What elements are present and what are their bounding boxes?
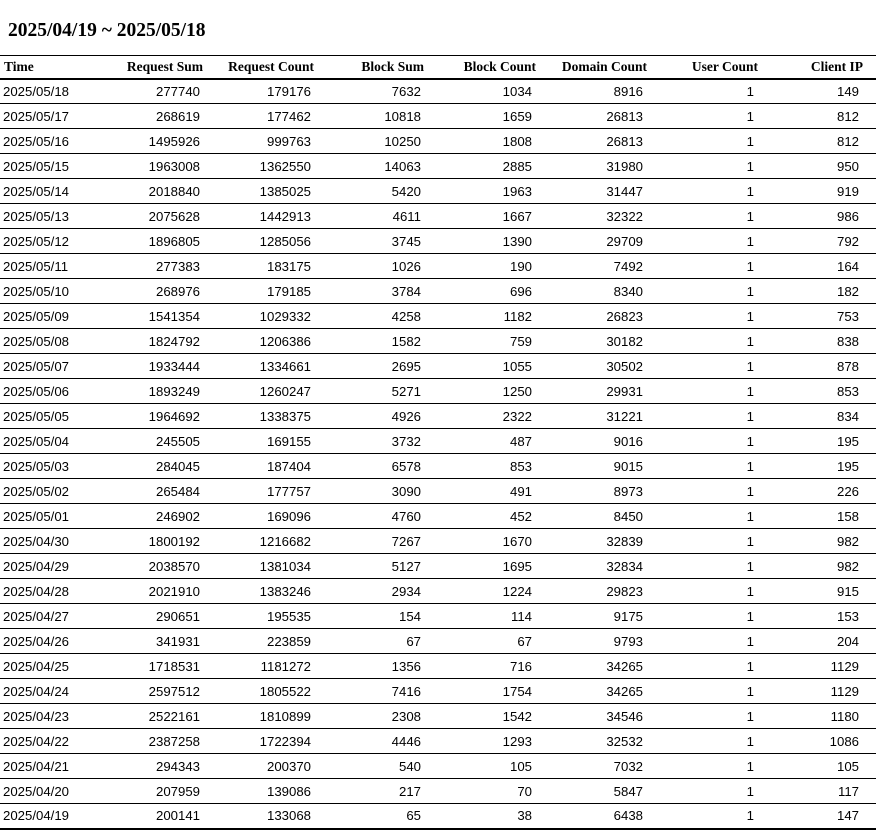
cell-client-ip: 919 xyxy=(758,179,876,204)
cell-domain-count: 9015 xyxy=(536,454,647,479)
table-row xyxy=(0,629,876,654)
cell-client-ip: 105 xyxy=(758,754,876,779)
cell-request-sum: 2522161 xyxy=(107,704,203,729)
cell-user-count: 1 xyxy=(647,429,758,454)
cell-time: 2025/04/27 xyxy=(0,604,107,629)
cell-block-sum: 4611 xyxy=(314,204,424,229)
cell-client-ip: 1129 xyxy=(758,654,876,679)
cell-time: 2025/05/11 xyxy=(0,254,107,279)
table-row xyxy=(0,529,876,554)
table-row xyxy=(0,404,876,429)
cell-domain-count: 34546 xyxy=(536,704,647,729)
cell-request-count: 1383246 xyxy=(203,579,314,604)
cell-request-count: 999763 xyxy=(203,129,314,154)
table-row xyxy=(0,154,876,179)
cell-request-count: 1206386 xyxy=(203,329,314,354)
cell-request-count: 1362550 xyxy=(203,154,314,179)
cell-user-count: 1 xyxy=(647,379,758,404)
table-row xyxy=(0,729,876,754)
cell-client-ip: 195 xyxy=(758,454,876,479)
cell-request-count: 1334661 xyxy=(203,354,314,379)
cell-user-count: 1 xyxy=(647,129,758,154)
cell-request-count: 187404 xyxy=(203,454,314,479)
cell-client-ip: 982 xyxy=(758,554,876,579)
cell-user-count: 1 xyxy=(647,479,758,504)
cell-client-ip: 164 xyxy=(758,254,876,279)
cell-time: 2025/05/01 xyxy=(0,504,107,529)
cell-time: 2025/04/30 xyxy=(0,529,107,554)
cell-block-sum: 6578 xyxy=(314,454,424,479)
cell-time: 2025/05/09 xyxy=(0,304,107,329)
column-header-time: Time xyxy=(0,56,107,79)
cell-block-count: 853 xyxy=(424,454,536,479)
cell-block-sum: 10250 xyxy=(314,129,424,154)
cell-block-count: 70 xyxy=(424,779,536,804)
cell-request-count: 1285056 xyxy=(203,229,314,254)
cell-block-count: 67 xyxy=(424,629,536,654)
cell-client-ip: 1180 xyxy=(758,704,876,729)
cell-block-count: 452 xyxy=(424,504,536,529)
table-row xyxy=(0,679,876,704)
cell-block-sum: 154 xyxy=(314,604,424,629)
cell-time: 2025/05/06 xyxy=(0,379,107,404)
cell-time: 2025/05/18 xyxy=(0,79,107,104)
cell-request-sum: 1896805 xyxy=(107,229,203,254)
cell-request-count: 179185 xyxy=(203,279,314,304)
cell-block-count: 38 xyxy=(424,804,536,829)
cell-domain-count: 34265 xyxy=(536,679,647,704)
cell-user-count: 1 xyxy=(647,279,758,304)
table-row xyxy=(0,429,876,454)
table-row xyxy=(0,204,876,229)
cell-request-count: 1381034 xyxy=(203,554,314,579)
cell-user-count: 1 xyxy=(647,779,758,804)
cell-time: 2025/05/02 xyxy=(0,479,107,504)
cell-domain-count: 6438 xyxy=(536,804,647,829)
cell-block-count: 1542 xyxy=(424,704,536,729)
cell-request-sum: 2387258 xyxy=(107,729,203,754)
cell-time: 2025/04/28 xyxy=(0,579,107,604)
cell-domain-count: 26823 xyxy=(536,304,647,329)
cell-time: 2025/04/22 xyxy=(0,729,107,754)
cell-time: 2025/04/20 xyxy=(0,779,107,804)
cell-user-count: 1 xyxy=(647,629,758,654)
cell-user-count: 1 xyxy=(647,154,758,179)
cell-block-count: 1224 xyxy=(424,579,536,604)
cell-domain-count: 29823 xyxy=(536,579,647,604)
table-row xyxy=(0,254,876,279)
cell-user-count: 1 xyxy=(647,504,758,529)
cell-request-sum: 277740 xyxy=(107,79,203,104)
cell-client-ip: 853 xyxy=(758,379,876,404)
cell-user-count: 1 xyxy=(647,704,758,729)
cell-block-sum: 217 xyxy=(314,779,424,804)
cell-request-count: 179176 xyxy=(203,79,314,104)
cell-domain-count: 7492 xyxy=(536,254,647,279)
cell-time: 2025/05/10 xyxy=(0,279,107,304)
cell-request-sum: 245505 xyxy=(107,429,203,454)
cell-block-count: 114 xyxy=(424,604,536,629)
cell-block-sum: 7267 xyxy=(314,529,424,554)
cell-request-sum: 1933444 xyxy=(107,354,203,379)
cell-domain-count: 29931 xyxy=(536,379,647,404)
cell-user-count: 1 xyxy=(647,529,758,554)
cell-domain-count: 9016 xyxy=(536,429,647,454)
report-body xyxy=(0,79,876,829)
table-row xyxy=(0,129,876,154)
cell-request-count: 169096 xyxy=(203,504,314,529)
column-header-request-sum: Request Sum xyxy=(107,56,203,79)
cell-request-sum: 294343 xyxy=(107,754,203,779)
cell-block-sum: 3732 xyxy=(314,429,424,454)
cell-block-count: 1667 xyxy=(424,204,536,229)
cell-request-sum: 265484 xyxy=(107,479,203,504)
cell-request-sum: 290651 xyxy=(107,604,203,629)
cell-block-sum: 5127 xyxy=(314,554,424,579)
cell-user-count: 1 xyxy=(647,654,758,679)
report-table xyxy=(0,55,876,830)
cell-user-count: 1 xyxy=(647,754,758,779)
cell-block-sum: 67 xyxy=(314,629,424,654)
table-row xyxy=(0,354,876,379)
cell-domain-count: 31447 xyxy=(536,179,647,204)
cell-client-ip: 982 xyxy=(758,529,876,554)
cell-block-sum: 5420 xyxy=(314,179,424,204)
cell-domain-count: 8340 xyxy=(536,279,647,304)
cell-block-count: 716 xyxy=(424,654,536,679)
column-header-client-ip: Client IP xyxy=(758,56,876,79)
cell-client-ip: 182 xyxy=(758,279,876,304)
cell-user-count: 1 xyxy=(647,604,758,629)
cell-request-sum: 284045 xyxy=(107,454,203,479)
cell-client-ip: 147 xyxy=(758,804,876,829)
table-row xyxy=(0,229,876,254)
cell-request-sum: 1893249 xyxy=(107,379,203,404)
report-title: 2025/04/19 ~ 2025/05/18 xyxy=(8,20,206,41)
table-row xyxy=(0,604,876,629)
table-row xyxy=(0,554,876,579)
cell-request-count: 1181272 xyxy=(203,654,314,679)
cell-block-sum: 4926 xyxy=(314,404,424,429)
cell-block-sum: 10818 xyxy=(314,104,424,129)
cell-user-count: 1 xyxy=(647,579,758,604)
cell-block-count: 1293 xyxy=(424,729,536,754)
cell-block-sum: 3784 xyxy=(314,279,424,304)
cell-time: 2025/04/29 xyxy=(0,554,107,579)
cell-time: 2025/05/07 xyxy=(0,354,107,379)
table-row xyxy=(0,179,876,204)
cell-block-count: 1659 xyxy=(424,104,536,129)
cell-block-sum: 3745 xyxy=(314,229,424,254)
cell-block-count: 1754 xyxy=(424,679,536,704)
cell-request-count: 177757 xyxy=(203,479,314,504)
cell-request-count: 1805522 xyxy=(203,679,314,704)
table-row xyxy=(0,279,876,304)
cell-client-ip: 834 xyxy=(758,404,876,429)
cell-request-count: 177462 xyxy=(203,104,314,129)
cell-request-sum: 2597512 xyxy=(107,679,203,704)
table-row xyxy=(0,329,876,354)
cell-request-sum: 2018840 xyxy=(107,179,203,204)
cell-request-sum: 1964692 xyxy=(107,404,203,429)
cell-block-sum: 7416 xyxy=(314,679,424,704)
cell-block-count: 2885 xyxy=(424,154,536,179)
cell-block-count: 1055 xyxy=(424,354,536,379)
cell-client-ip: 1086 xyxy=(758,729,876,754)
cell-time: 2025/04/21 xyxy=(0,754,107,779)
cell-client-ip: 812 xyxy=(758,129,876,154)
cell-request-count: 1338375 xyxy=(203,404,314,429)
cell-domain-count: 32532 xyxy=(536,729,647,754)
cell-user-count: 1 xyxy=(647,304,758,329)
cell-block-sum: 1026 xyxy=(314,254,424,279)
cell-request-sum: 341931 xyxy=(107,629,203,654)
cell-block-sum: 1356 xyxy=(314,654,424,679)
cell-user-count: 1 xyxy=(647,179,758,204)
cell-request-sum: 268619 xyxy=(107,104,203,129)
cell-request-count: 200370 xyxy=(203,754,314,779)
cell-domain-count: 32834 xyxy=(536,554,647,579)
cell-client-ip: 149 xyxy=(758,79,876,104)
cell-user-count: 1 xyxy=(647,554,758,579)
table-row xyxy=(0,654,876,679)
cell-domain-count: 9175 xyxy=(536,604,647,629)
cell-block-sum: 14063 xyxy=(314,154,424,179)
cell-time: 2025/05/14 xyxy=(0,179,107,204)
cell-time: 2025/05/04 xyxy=(0,429,107,454)
cell-request-sum: 277383 xyxy=(107,254,203,279)
cell-block-sum: 540 xyxy=(314,754,424,779)
cell-client-ip: 195 xyxy=(758,429,876,454)
cell-request-count: 1029332 xyxy=(203,304,314,329)
cell-domain-count: 29709 xyxy=(536,229,647,254)
column-header-user-count: User Count xyxy=(647,56,758,79)
cell-domain-count: 9793 xyxy=(536,629,647,654)
cell-client-ip: 753 xyxy=(758,304,876,329)
cell-domain-count: 30502 xyxy=(536,354,647,379)
cell-client-ip: 153 xyxy=(758,604,876,629)
cell-user-count: 1 xyxy=(647,204,758,229)
cell-request-count: 183175 xyxy=(203,254,314,279)
cell-client-ip: 878 xyxy=(758,354,876,379)
cell-request-count: 139086 xyxy=(203,779,314,804)
cell-request-sum: 207959 xyxy=(107,779,203,804)
cell-block-sum: 1582 xyxy=(314,329,424,354)
cell-time: 2025/04/26 xyxy=(0,629,107,654)
cell-user-count: 1 xyxy=(647,454,758,479)
cell-block-sum: 4446 xyxy=(314,729,424,754)
cell-domain-count: 26813 xyxy=(536,104,647,129)
cell-user-count: 1 xyxy=(647,729,758,754)
table-row xyxy=(0,504,876,529)
cell-user-count: 1 xyxy=(647,804,758,829)
cell-request-count: 195535 xyxy=(203,604,314,629)
table-row xyxy=(0,704,876,729)
cell-user-count: 1 xyxy=(647,254,758,279)
cell-request-sum: 246902 xyxy=(107,504,203,529)
cell-request-count: 169155 xyxy=(203,429,314,454)
cell-block-sum: 2308 xyxy=(314,704,424,729)
cell-block-sum: 65 xyxy=(314,804,424,829)
cell-client-ip: 915 xyxy=(758,579,876,604)
cell-time: 2025/04/19 xyxy=(0,804,107,829)
cell-domain-count: 32839 xyxy=(536,529,647,554)
cell-domain-count: 31221 xyxy=(536,404,647,429)
cell-time: 2025/05/17 xyxy=(0,104,107,129)
cell-domain-count: 31980 xyxy=(536,154,647,179)
cell-block-count: 190 xyxy=(424,254,536,279)
cell-block-sum: 2695 xyxy=(314,354,424,379)
cell-domain-count: 8450 xyxy=(536,504,647,529)
cell-request-sum: 1824792 xyxy=(107,329,203,354)
cell-time: 2025/04/23 xyxy=(0,704,107,729)
table-row xyxy=(0,79,876,104)
column-header-request-count: Request Count xyxy=(203,56,314,79)
cell-block-count: 1034 xyxy=(424,79,536,104)
cell-request-count: 1216682 xyxy=(203,529,314,554)
cell-time: 2025/05/08 xyxy=(0,329,107,354)
cell-request-count: 1722394 xyxy=(203,729,314,754)
cell-request-sum: 1541354 xyxy=(107,304,203,329)
cell-request-sum: 1800192 xyxy=(107,529,203,554)
table-row xyxy=(0,304,876,329)
table-row xyxy=(0,479,876,504)
cell-request-count: 1260247 xyxy=(203,379,314,404)
cell-request-sum: 2038570 xyxy=(107,554,203,579)
table-row xyxy=(0,379,876,404)
cell-request-sum: 2021910 xyxy=(107,579,203,604)
cell-client-ip: 950 xyxy=(758,154,876,179)
cell-block-count: 1963 xyxy=(424,179,536,204)
cell-request-count: 1385025 xyxy=(203,179,314,204)
cell-block-count: 759 xyxy=(424,329,536,354)
cell-block-count: 696 xyxy=(424,279,536,304)
table-row xyxy=(0,454,876,479)
cell-block-count: 487 xyxy=(424,429,536,454)
cell-user-count: 1 xyxy=(647,229,758,254)
cell-request-count: 1442913 xyxy=(203,204,314,229)
cell-block-count: 1670 xyxy=(424,529,536,554)
cell-request-sum: 268976 xyxy=(107,279,203,304)
cell-time: 2025/05/05 xyxy=(0,404,107,429)
cell-block-count: 105 xyxy=(424,754,536,779)
cell-domain-count: 32322 xyxy=(536,204,647,229)
cell-client-ip: 158 xyxy=(758,504,876,529)
cell-user-count: 1 xyxy=(647,404,758,429)
column-header-domain-count: Domain Count xyxy=(536,56,647,79)
cell-block-sum: 3090 xyxy=(314,479,424,504)
table-row xyxy=(0,579,876,604)
cell-block-sum: 4258 xyxy=(314,304,424,329)
cell-client-ip: 792 xyxy=(758,229,876,254)
cell-block-count: 1695 xyxy=(424,554,536,579)
cell-block-count: 1250 xyxy=(424,379,536,404)
cell-user-count: 1 xyxy=(647,354,758,379)
cell-user-count: 1 xyxy=(647,104,758,129)
cell-client-ip: 986 xyxy=(758,204,876,229)
column-header-block-sum: Block Sum xyxy=(314,56,424,79)
cell-block-sum: 7632 xyxy=(314,79,424,104)
cell-request-sum: 1963008 xyxy=(107,154,203,179)
cell-request-count: 133068 xyxy=(203,804,314,829)
cell-client-ip: 117 xyxy=(758,779,876,804)
cell-request-sum: 1495926 xyxy=(107,129,203,154)
cell-domain-count: 30182 xyxy=(536,329,647,354)
cell-user-count: 1 xyxy=(647,329,758,354)
cell-client-ip: 838 xyxy=(758,329,876,354)
cell-request-count: 223859 xyxy=(203,629,314,654)
cell-block-count: 2322 xyxy=(424,404,536,429)
cell-client-ip: 812 xyxy=(758,104,876,129)
table-row xyxy=(0,104,876,129)
cell-domain-count: 26813 xyxy=(536,129,647,154)
cell-request-count: 1810899 xyxy=(203,704,314,729)
cell-time: 2025/04/25 xyxy=(0,654,107,679)
cell-block-sum: 2934 xyxy=(314,579,424,604)
cell-block-count: 1808 xyxy=(424,129,536,154)
cell-user-count: 1 xyxy=(647,79,758,104)
column-header-block-count: Block Count xyxy=(424,56,536,79)
cell-request-sum: 200141 xyxy=(107,804,203,829)
cell-block-count: 491 xyxy=(424,479,536,504)
cell-domain-count: 5847 xyxy=(536,779,647,804)
cell-block-count: 1182 xyxy=(424,304,536,329)
cell-request-sum: 1718531 xyxy=(107,654,203,679)
cell-block-sum: 5271 xyxy=(314,379,424,404)
header-row xyxy=(0,56,876,79)
cell-block-count: 1390 xyxy=(424,229,536,254)
cell-block-sum: 4760 xyxy=(314,504,424,529)
table-row xyxy=(0,779,876,804)
cell-user-count: 1 xyxy=(647,679,758,704)
cell-client-ip: 204 xyxy=(758,629,876,654)
table-row xyxy=(0,754,876,779)
cell-client-ip: 226 xyxy=(758,479,876,504)
cell-domain-count: 8916 xyxy=(536,79,647,104)
cell-time: 2025/05/03 xyxy=(0,454,107,479)
cell-client-ip: 1129 xyxy=(758,679,876,704)
cell-time: 2025/05/15 xyxy=(0,154,107,179)
cell-domain-count: 34265 xyxy=(536,654,647,679)
cell-request-sum: 2075628 xyxy=(107,204,203,229)
table-row xyxy=(0,804,876,829)
cell-time: 2025/05/12 xyxy=(0,229,107,254)
cell-time: 2025/04/24 xyxy=(0,679,107,704)
cell-domain-count: 7032 xyxy=(536,754,647,779)
cell-time: 2025/05/16 xyxy=(0,129,107,154)
cell-domain-count: 8973 xyxy=(536,479,647,504)
cell-time: 2025/05/13 xyxy=(0,204,107,229)
